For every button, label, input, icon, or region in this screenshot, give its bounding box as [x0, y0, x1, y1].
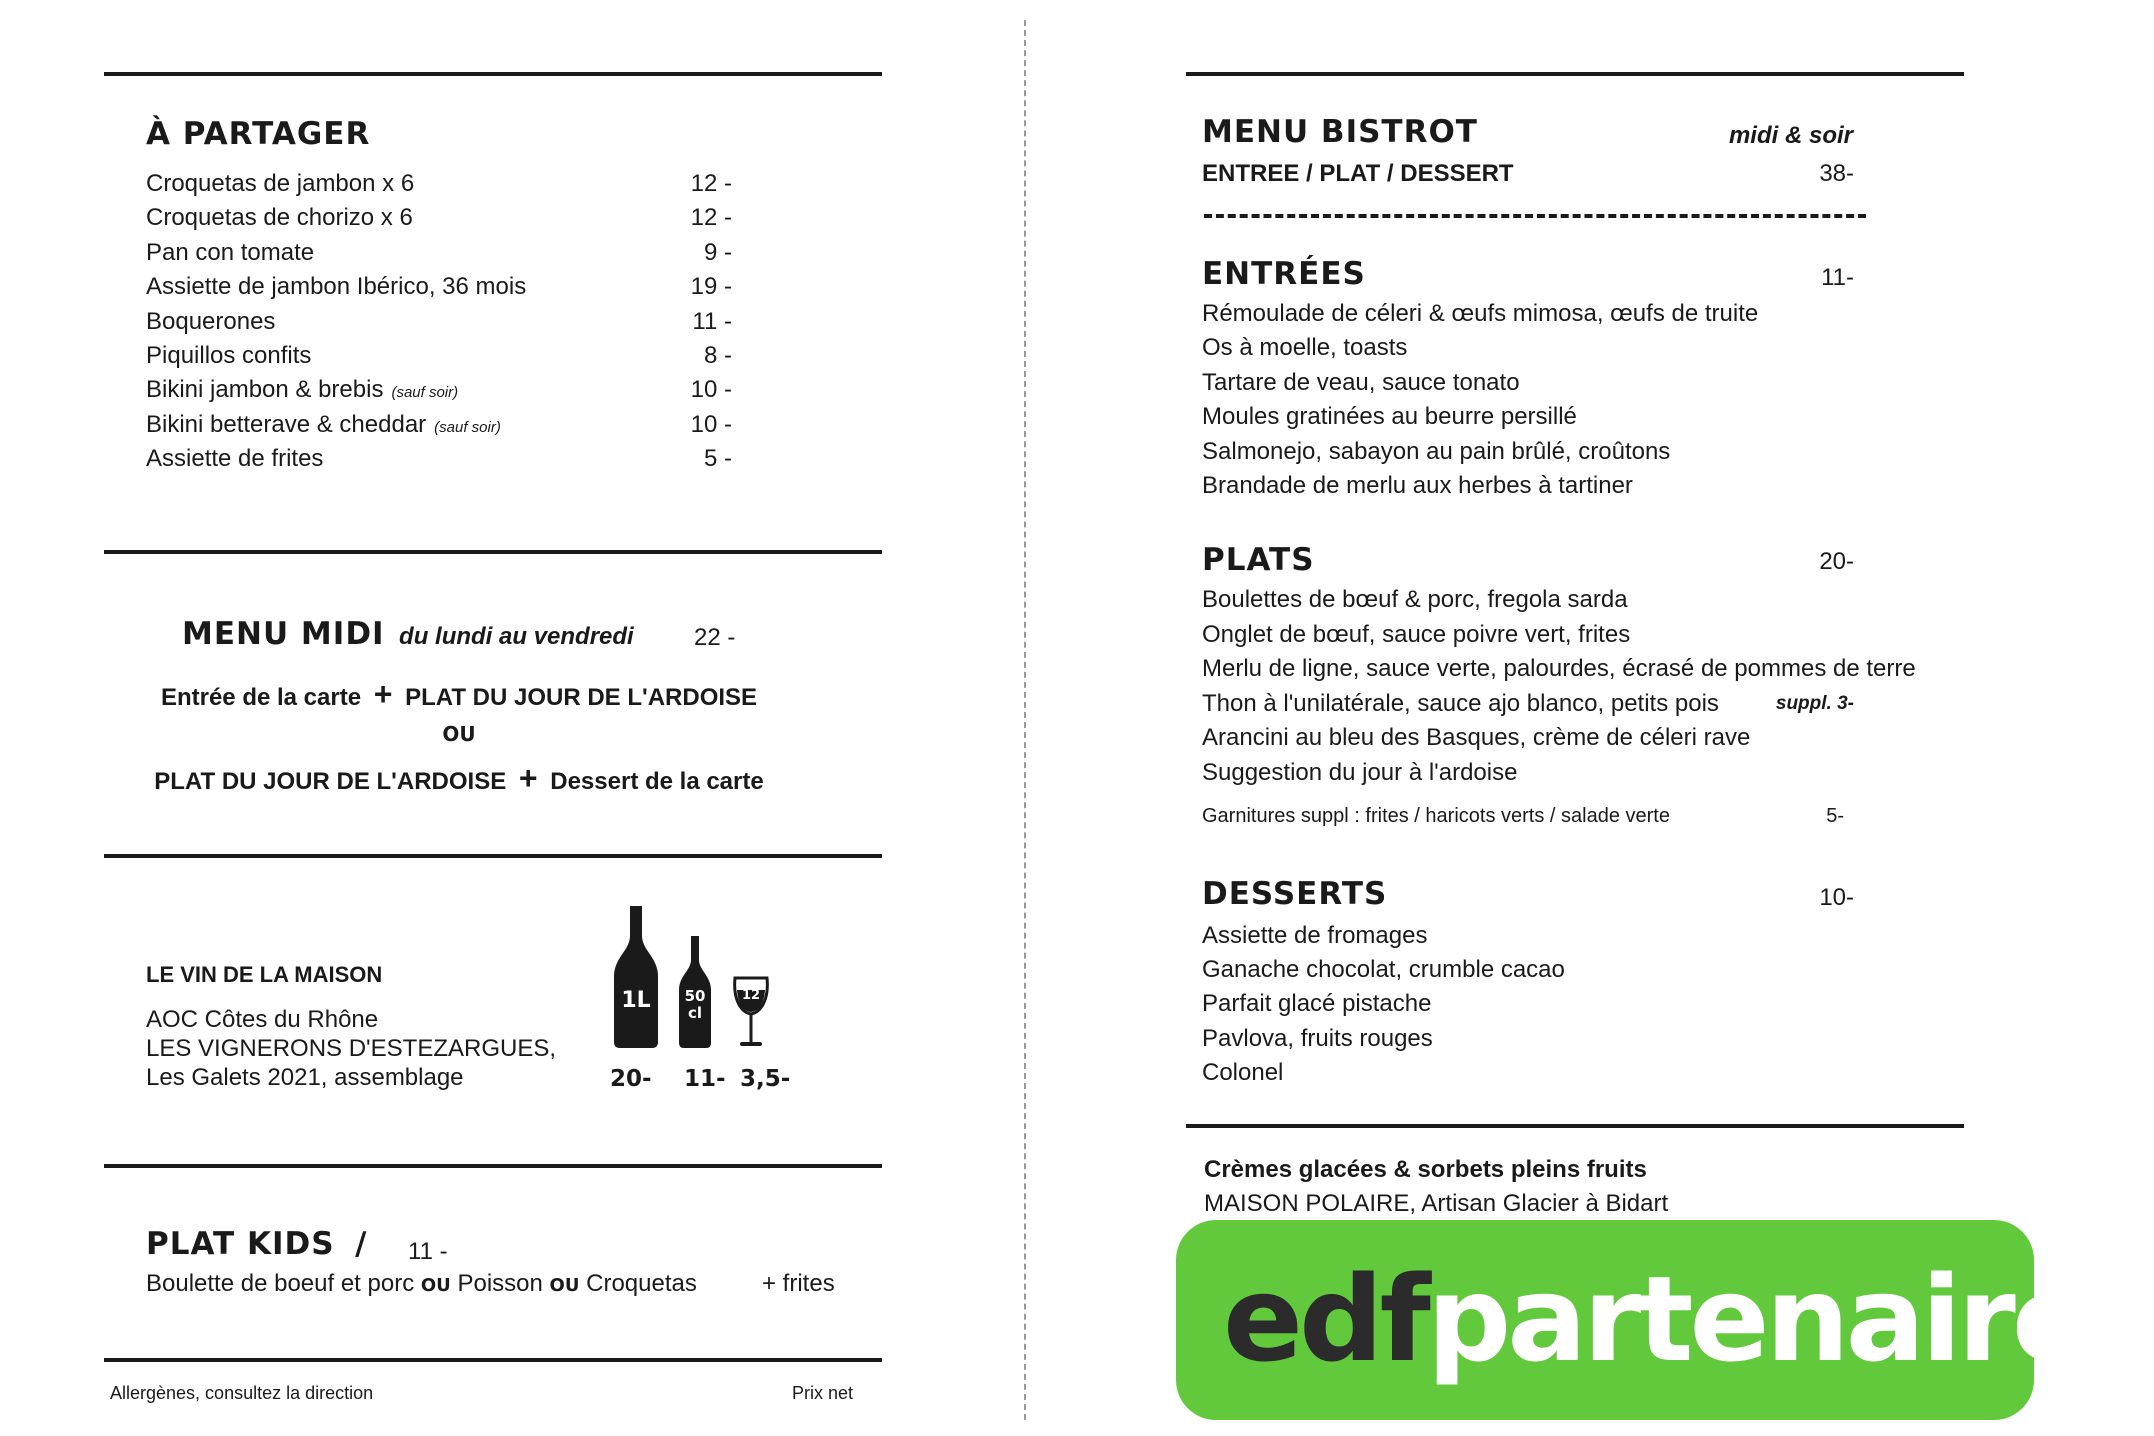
- menu-midi-line2-b: Dessert de la carte: [550, 768, 764, 795]
- menu-item: Arancini au bleu des Basques, crème de céleri rave: [1202, 724, 1751, 752]
- vin-line1: AOC Côtes du Rhône: [146, 1006, 379, 1033]
- menu-item: [146, 204, 413, 232]
- menu-midi-line1: [104, 676, 814, 713]
- menu-item-price: 8 -: [703, 342, 732, 369]
- menu-item-name: Bikini jambon & brebis: [146, 376, 384, 404]
- menu-item-name: Assiette de frites: [146, 445, 324, 473]
- bistrot-title: MENU BISTROT: [1202, 114, 1478, 150]
- menu-item: Thon à l'unilatérale, sauce ajo blanco, petits pois: [1202, 689, 1719, 717]
- divider: [104, 1358, 882, 1362]
- menu-item: Salmonejo, sabayon au pain brûlé, croûtons: [1202, 437, 1671, 465]
- menu-item: [146, 342, 311, 370]
- menu-item-price: 5 -: [703, 445, 732, 473]
- divider: [1186, 1124, 1964, 1128]
- price-50cl: 11-: [684, 1066, 726, 1092]
- menu-item: Ganache chocolat, crumble cacao: [1202, 956, 1565, 984]
- menu-item: [146, 239, 314, 267]
- kids-slash: /: [355, 1226, 368, 1262]
- price-glass: 3,5-: [740, 1066, 791, 1092]
- logo-edf: edf: [1223, 1250, 1427, 1388]
- divider: [104, 854, 882, 858]
- menu-midi-title: MENU MIDI: [182, 616, 385, 652]
- vin-line2: LES VIGNERONS D'ESTEZARGUES,: [146, 1035, 557, 1062]
- menu-item: [146, 411, 501, 439]
- kids-frites: + frites: [762, 1270, 835, 1297]
- plats-suppl: suppl. 3-: [1775, 693, 1854, 714]
- menu-item-name: Croquetas de chorizo x 6: [146, 204, 413, 232]
- menu-item-price: 9 -: [703, 238, 732, 266]
- bottle-50cl-label: [678, 988, 712, 1022]
- menu-item-name: Croquetas de jambon x 6: [146, 170, 415, 197]
- bottle-1l-label: 1L: [621, 988, 651, 1013]
- kids-desc-a: Boulette de boeuf et porc: [146, 1270, 415, 1297]
- menu-item: Merlu de ligne, sauce verte, palourdes, écrasé de pommes de terre: [1202, 655, 1916, 683]
- plats-title: PLATS: [1202, 542, 1315, 578]
- menu-item: [146, 308, 275, 336]
- menu-item-name: Bikini betterave & cheddar: [146, 410, 427, 438]
- menu-item: Assiette de fromages: [1202, 922, 1428, 949]
- kids-price: 11 -: [408, 1238, 448, 1265]
- kids-ou: OU: [420, 1275, 451, 1296]
- plats-price: 20-: [1819, 548, 1854, 575]
- divider: [104, 72, 882, 76]
- divider: [104, 550, 882, 554]
- menu-item-note: (sauf soir): [391, 384, 459, 402]
- menu-item: Moules gratinées au beurre persillé: [1202, 403, 1577, 431]
- menu-item-price: 12 -: [690, 170, 732, 197]
- logo-partenaires: partenaires: [1426, 1250, 2154, 1388]
- desserts-title: DESSERTS: [1202, 876, 1388, 912]
- bistrot-price: 38-: [1819, 160, 1854, 187]
- glaces-line: MAISON POLAIRE, Artisan Glacier à Bidart: [1204, 1190, 1669, 1217]
- kids-ou: OU: [549, 1275, 580, 1296]
- desserts-price: 10-: [1819, 884, 1854, 911]
- menu-midi-line2: [104, 760, 814, 797]
- bottle-50cl-icon: [678, 936, 712, 1048]
- edf-partenaires-logo: [1223, 1250, 2154, 1388]
- glaces-title: Crèmes glacées & sorbets pleins fruits: [1204, 1156, 1647, 1183]
- bistrot-sub: ENTREE / PLAT / DESSERT: [1202, 160, 1514, 187]
- menu-item-name: Assiette de jambon Ibérico, 36 mois: [146, 273, 527, 301]
- menu-midi-price: 22 -: [694, 624, 736, 651]
- kids-title: PLAT KIDS: [146, 1226, 335, 1262]
- kids-header: [146, 1226, 367, 1262]
- wine-glass-icon: [732, 976, 770, 1048]
- menu-item: Pavlova, fruits rouges: [1202, 1024, 1433, 1052]
- menu-item-price: 19 -: [690, 273, 732, 301]
- menu-midi-line1-a: Entrée de la carte: [160, 684, 362, 711]
- kids-description: [146, 1270, 697, 1298]
- section-title-partager: À PARTAGER: [146, 116, 371, 152]
- menu-item: [146, 170, 414, 198]
- bistrot-when: midi & soir: [1728, 122, 1853, 149]
- vin-title: LE VIN DE LA MAISON: [146, 962, 383, 987]
- menu-item-name: Piquillos confits: [146, 342, 312, 369]
- menu-item-name: Pan con tomate: [146, 238, 315, 266]
- plus-sign: +: [518, 760, 538, 796]
- plus-sign: +: [373, 676, 393, 712]
- menu-item: Suggestion du jour à l'ardoise: [1202, 759, 1518, 786]
- vin-line3: Les Galets 2021, assemblage: [146, 1064, 464, 1091]
- footer-prix-net: Prix net: [792, 1383, 854, 1403]
- footer-allergens: Allergènes, consultez la direction: [110, 1383, 374, 1403]
- price-1l: 20-: [610, 1066, 652, 1092]
- menu-item: Boulettes de bœuf & porc, fregola sarda: [1202, 586, 1628, 613]
- wine-glass-icon: [732, 976, 770, 1048]
- wine-glass-label: 12: [741, 988, 761, 1003]
- menu-item: [146, 273, 526, 301]
- bottle-50cl-number: 50: [684, 987, 706, 1005]
- menu-item-note: (sauf soir): [434, 418, 501, 436]
- bottle-50cl-unit: cl: [687, 1004, 703, 1022]
- menu-item-price: 12 -: [690, 204, 732, 232]
- dashed-divider: [1204, 214, 1866, 218]
- menu-midi-line2-a: PLAT DU JOUR DE L'ARDOISE: [154, 768, 507, 795]
- entrees-price: 11-: [1821, 264, 1854, 291]
- menu-midi-subtitle: du lundi au vendredi: [399, 623, 634, 650]
- divider: [104, 1164, 882, 1168]
- menu-item: Tartare de veau, sauce tonato: [1202, 368, 1520, 396]
- menu-midi-ou: OU: [442, 722, 476, 746]
- menu-item-name: Boquerones: [146, 307, 276, 335]
- divider: [1186, 72, 1964, 76]
- menu-item: Brandade de merlu aux herbes à tartiner: [1202, 472, 1633, 499]
- bottle-1l-icon: [612, 906, 660, 1048]
- menu-item-price: 10 -: [690, 376, 732, 404]
- menu-item: Os à moelle, toasts: [1202, 334, 1408, 362]
- entrees-title: ENTRÉES: [1202, 256, 1366, 292]
- menu-midi-line1-b: PLAT DU JOUR DE L'ARDOISE: [405, 684, 758, 711]
- bottle-1l-icon: [612, 906, 660, 1048]
- menu-item: Colonel: [1202, 1058, 1284, 1086]
- menu-item: Parfait glacé pistache: [1202, 990, 1432, 1018]
- menu-item-price: 10 -: [690, 410, 732, 438]
- menu-item: Onglet de bœuf, sauce poivre vert, frites: [1202, 620, 1631, 648]
- fold-line: [1024, 20, 1026, 1420]
- menu-item-price: 11 -: [692, 307, 732, 335]
- menu-item: [146, 376, 458, 404]
- garnitures-price: 5-: [1826, 805, 1844, 827]
- garnitures: Garnitures suppl : frites / haricots verts / salade verte: [1202, 805, 1670, 827]
- menu-item: [146, 445, 323, 473]
- menu-item: Rémoulade de céleri & œufs mimosa, œufs de truite: [1202, 300, 1759, 327]
- kids-desc-b: Poisson: [457, 1270, 543, 1297]
- kids-desc-c: Croquetas: [586, 1270, 697, 1297]
- menu-midi-header: [182, 616, 634, 652]
